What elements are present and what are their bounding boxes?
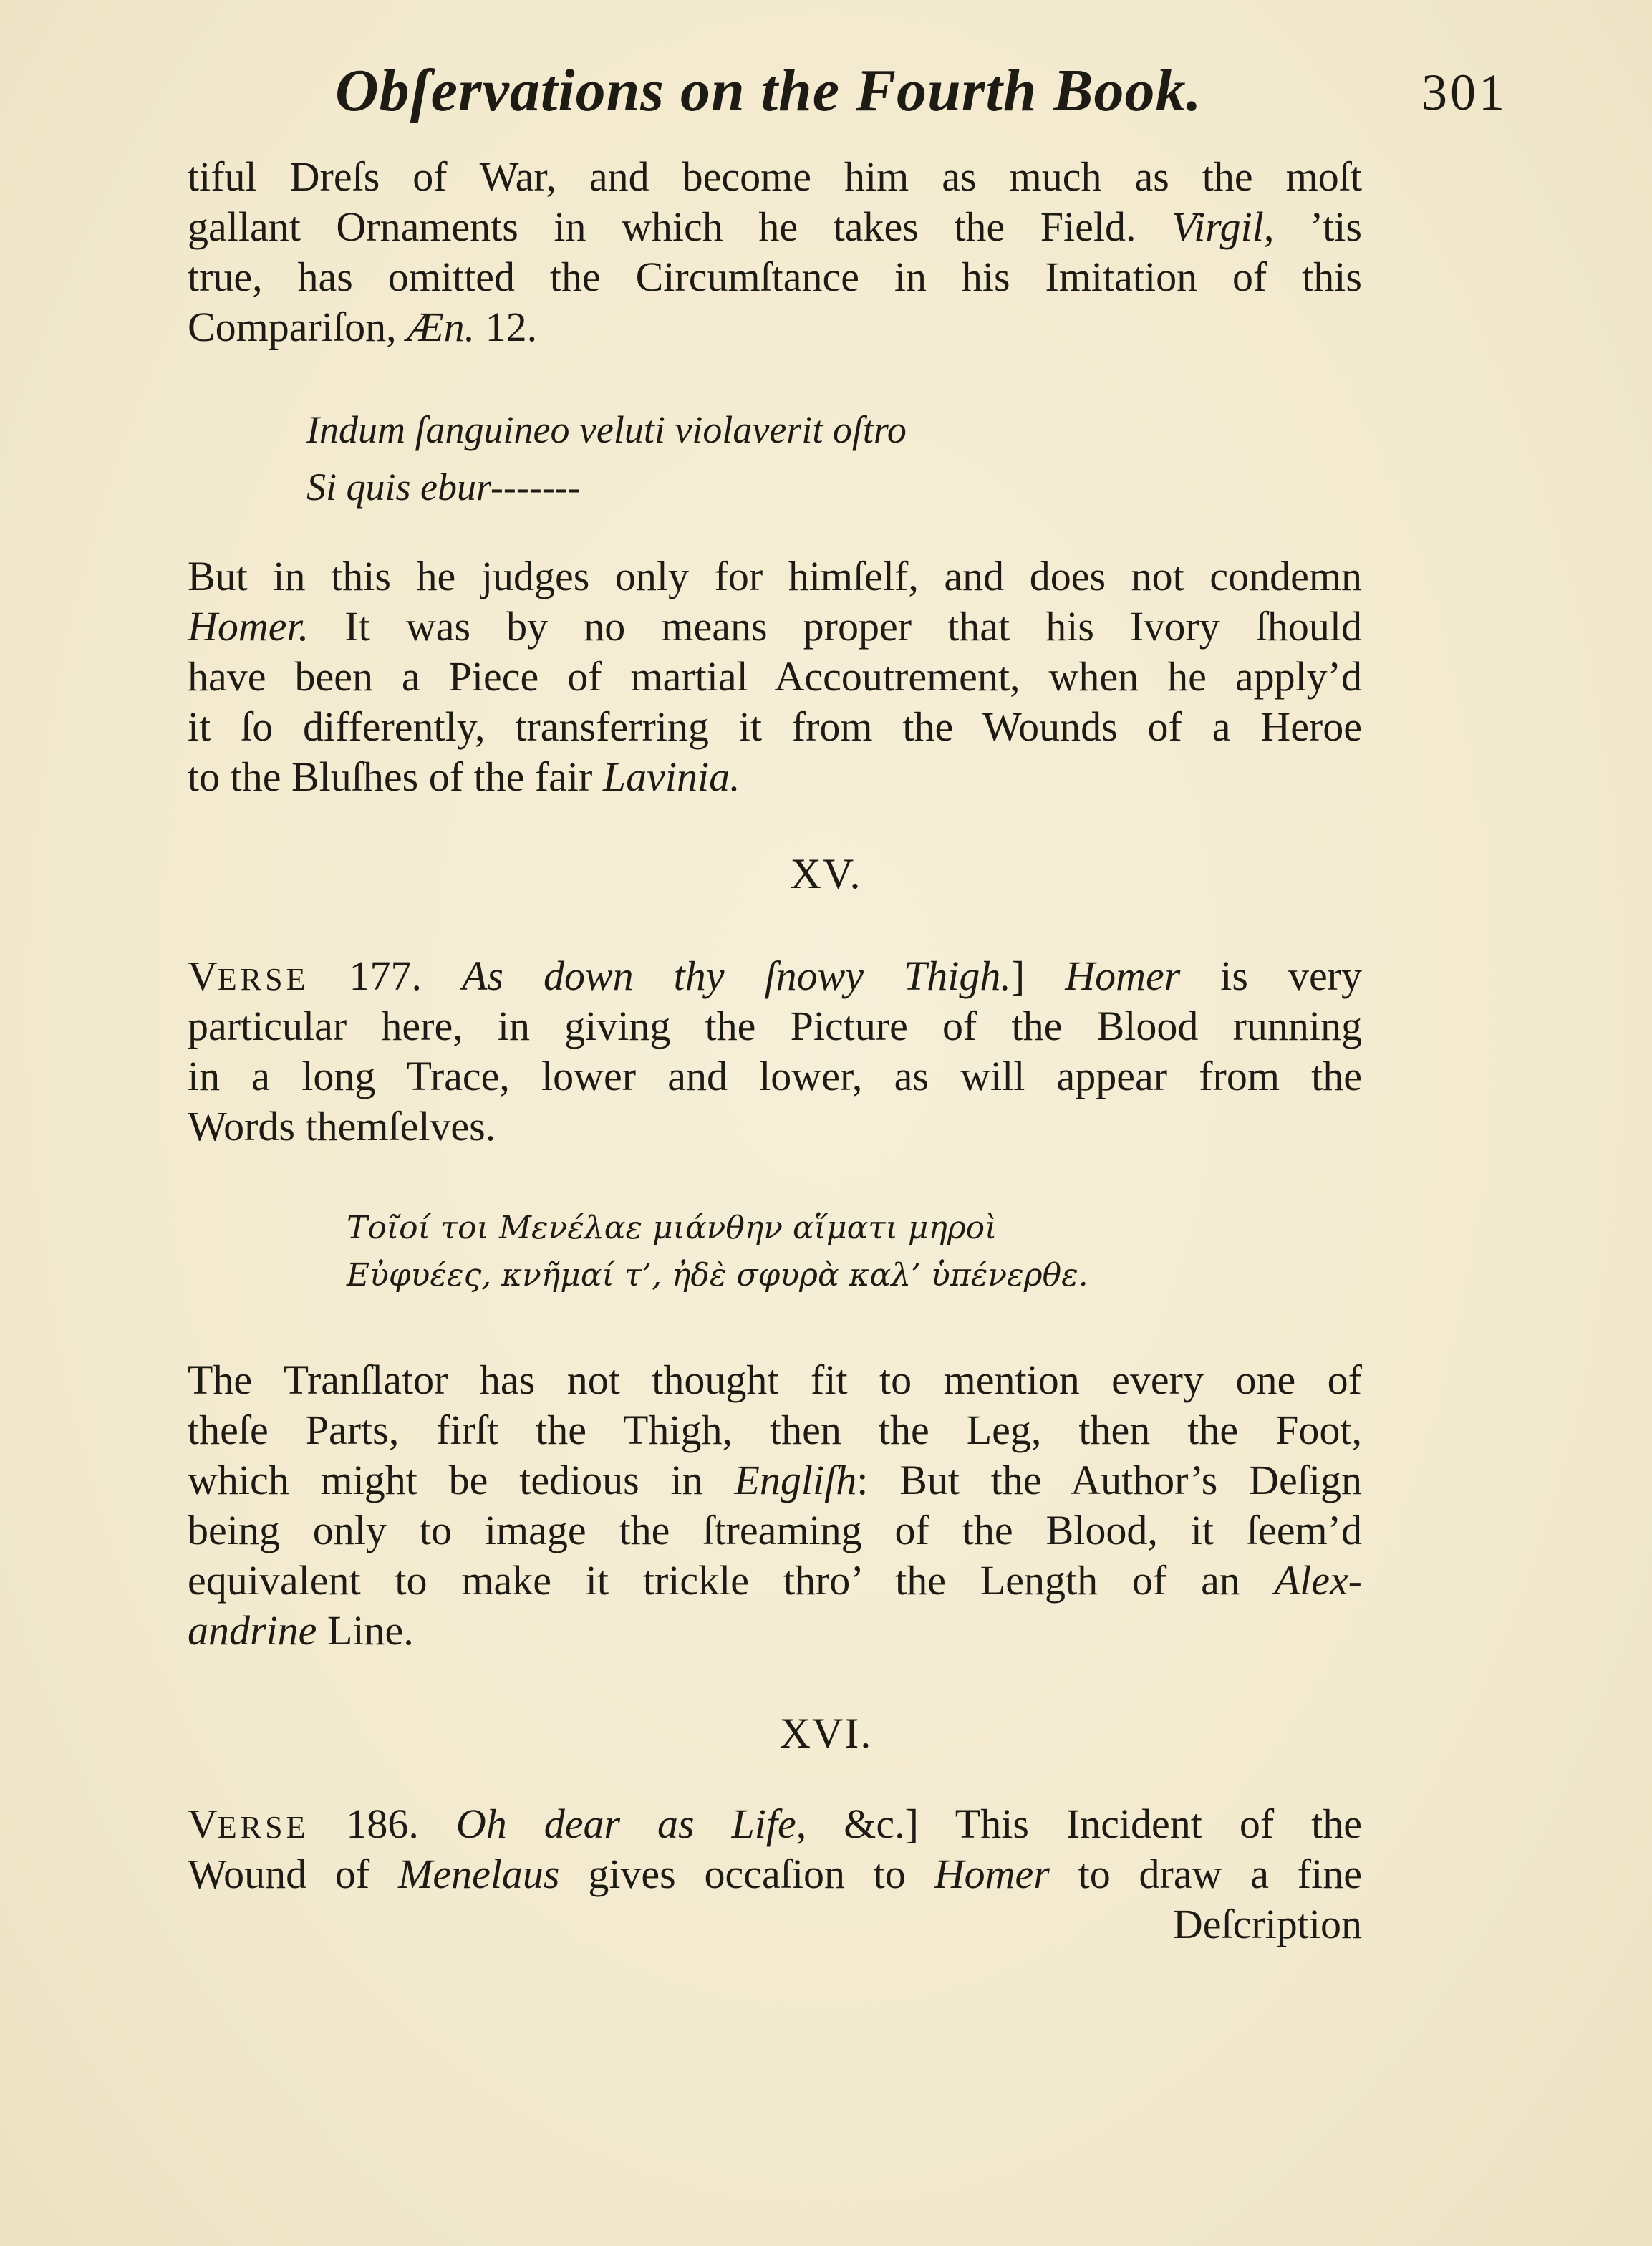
italic-text: Alex- xyxy=(1274,1557,1362,1604)
text-line: VERSE 177. As down thy ſnowy Thigh.] Homer is very xyxy=(188,953,1363,999)
text-line: theſe Parts, firſt the Thigh, then the Leg, then the Foot, xyxy=(188,1407,1362,1453)
text-line: VERSE 186. Oh dear as Life, &c.] This Incident of the xyxy=(188,1801,1362,1847)
text-line: to the Bluſhes of the fair Lavinia. xyxy=(188,753,740,800)
running-title: Obſervations on the Fourth Book. xyxy=(335,57,1202,124)
text-line: Words themſelves. xyxy=(188,1103,496,1149)
section-heading-xv: XV. xyxy=(790,850,862,897)
verse-line: Indum ſanguineo veluti violaverit oſtro xyxy=(306,408,907,451)
text-line: being only to image the ſtreaming of the Blood, it ſeem’d xyxy=(188,1507,1362,1553)
text-line: particular here, in giving the Picture of the Blood running xyxy=(188,1003,1362,1049)
text-line: Wound of Menelaus gives occaſion to Homer to draw a fine xyxy=(188,1851,1362,1897)
text-line: Deſcription xyxy=(1172,1901,1362,1947)
text-line: which might be tedious in Engliſh: But the Author’s Deſign xyxy=(188,1457,1362,1503)
text-line: The Tranſlator has not thought fit to mention every one of xyxy=(188,1356,1362,1403)
paragraph xyxy=(188,551,1362,802)
italic-text: Menelaus xyxy=(398,1851,560,1897)
text-line: true, has omitted the Circumſtance in his Imitation of this xyxy=(188,254,1362,300)
text-line: gallant Ornaments in which he takes the Field. Virgil, ’tis xyxy=(188,203,1362,250)
text-line: Compariſon, Æn. 12. xyxy=(188,304,538,350)
italic-text: Virgil xyxy=(1171,203,1264,250)
small-caps-text: ERSE xyxy=(217,1810,309,1845)
text-line: andrine Line. xyxy=(188,1607,414,1654)
italic-text: Homer. xyxy=(188,603,309,650)
italic-text: Engliſh xyxy=(734,1457,857,1503)
paragraph xyxy=(188,152,1362,352)
italic-text: Homer xyxy=(934,1851,1050,1897)
page-number: 301 xyxy=(1421,64,1507,121)
italic-text: Oh dear as Life xyxy=(455,1801,796,1847)
text-line: tiful Dreſs of War, and become him as much as the moſt xyxy=(188,153,1362,200)
small-caps-text: ERSE xyxy=(217,962,309,997)
page-header xyxy=(0,56,1652,135)
text-line: Homer. It was by no means proper that his Ivory ſhould xyxy=(188,603,1362,650)
italic-text: Æn. xyxy=(407,304,475,350)
paragraph xyxy=(188,1355,1362,1656)
text-line: it ſo differently, transferring it from the Wounds of a Heroe xyxy=(188,703,1362,750)
text-line: But in this he judges only for himſelf, and does not condemn xyxy=(188,553,1362,599)
paragraph xyxy=(188,951,1362,1152)
verse-line: Si quis ebur------- xyxy=(306,466,581,509)
latin-verse-quotation xyxy=(306,401,907,516)
italic-text: Homer xyxy=(1065,953,1181,999)
greek-verse-quotation xyxy=(347,1205,1088,1299)
verse-line: Εὐφυέες, κνῆμαί τ’, ἠδὲ σφυρὰ καλ’ ὑπένερθε. xyxy=(347,1257,1088,1293)
section-heading-xvi: XVI. xyxy=(779,1710,873,1757)
verse-line: Τοῖοί τοι Μενέλαε μιάνθην αἵματι μηροὶ xyxy=(347,1210,998,1246)
text-line: equivalent to make it trickle thro’ the Length of an Alex- xyxy=(188,1557,1362,1604)
text-line: in a long Trace, lower and lower, as will appear from the xyxy=(188,1053,1362,1099)
italic-text: As down thy ſnowy Thigh. xyxy=(461,953,1011,999)
italic-text: Lavinia. xyxy=(602,753,740,800)
text-line: have been a Piece of martial Accoutrement, when he apply’d xyxy=(188,653,1362,700)
italic-text: andrine xyxy=(188,1607,317,1654)
paragraph xyxy=(188,1799,1362,1949)
